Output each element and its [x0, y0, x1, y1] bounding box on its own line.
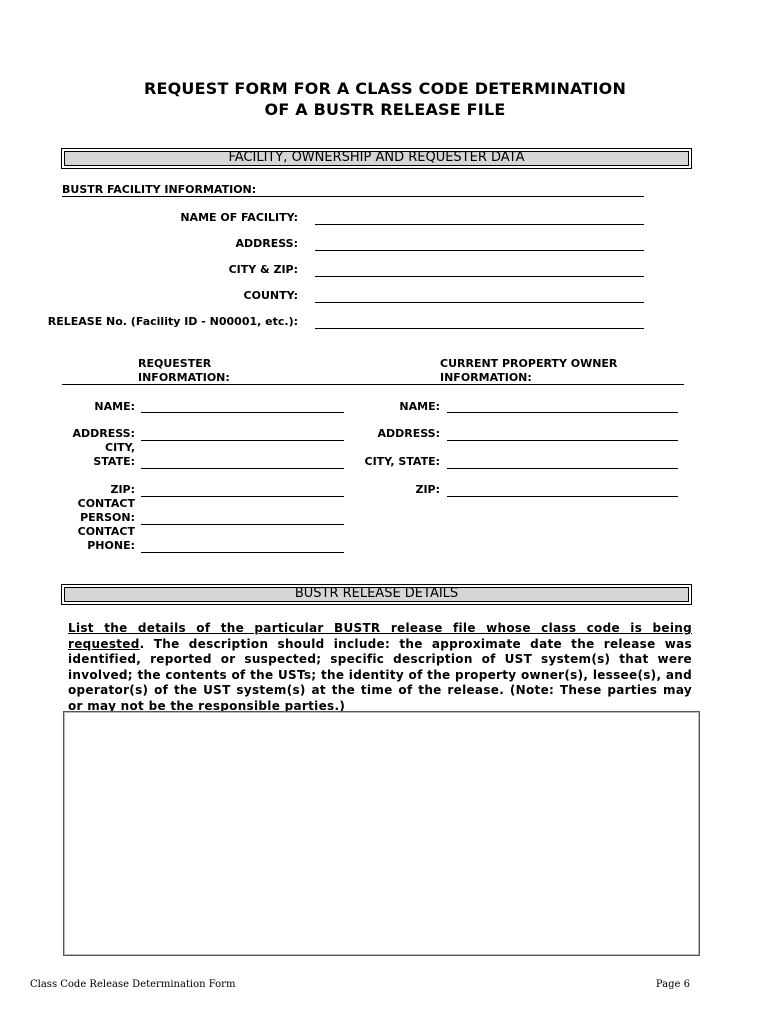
requester-person-label: PERSON:: [80, 511, 135, 524]
facility-name-label: NAME OF FACILITY:: [180, 211, 298, 224]
requester-contact2-label: CONTACT: [77, 525, 135, 538]
section-heading-text: BUSTR RELEASE DETAILS: [294, 586, 459, 601]
instruction-underlined: List the details of the particular BUSTR release file whose class code is being requested: [68, 621, 692, 651]
owner-zip-label: ZIP:: [415, 483, 440, 496]
requester-header-line2: INFORMATION:: [138, 371, 230, 384]
facility-address-field[interactable]: [315, 250, 644, 251]
instruction-rest: . The description should include: the approximate date the release was identified, reported or suspected; specific description of UST system(s) that were involved; the contents of the USTs; the identity of the property owner(s), lessee(s), and operator(s) of the UST system(s) at the time of the release. (Note: These parties may or may not be the responsible parties.): [68, 636, 692, 713]
owner-address-label: ADDRESS:: [377, 427, 440, 440]
facility-name-field[interactable]: [315, 224, 644, 225]
requester-phone-label: PHONE:: [87, 539, 135, 552]
owner-header-line1: CURRENT PROPERTY OWNER: [440, 357, 618, 370]
footer-page-number: Page 6: [655, 979, 690, 990]
release-details-textbox[interactable]: [63, 711, 700, 956]
requester-header: [138, 357, 230, 385]
form-title-line1: REQUEST FORM FOR A CLASS CODE DETERMINATION: [143, 79, 627, 98]
owner-name-field[interactable]: [447, 412, 678, 413]
release-number-field[interactable]: [315, 328, 644, 329]
release-details-instructions: [68, 621, 692, 714]
footer-form-name: Class Code Release Determination Form: [30, 979, 236, 990]
requester-city-label: CITY,: [105, 441, 135, 454]
requester-header-line1: REQUESTER: [138, 357, 212, 370]
owner-name-label: NAME:: [399, 400, 440, 413]
owner-address-field[interactable]: [447, 440, 678, 441]
facility-city-zip-label: CITY & ZIP:: [228, 263, 298, 276]
requester-zip-field[interactable]: [141, 496, 344, 497]
requester-name-field[interactable]: [141, 412, 344, 413]
requester-contact-phone-field[interactable]: [141, 552, 344, 553]
release-number-label: RELEASE No. (Facility ID - N00001, etc.):: [47, 315, 298, 328]
section-header-facility: [61, 148, 692, 169]
facility-info-label: BUSTR FACILITY INFORMATION:: [62, 183, 257, 196]
facility-county-label: COUNTY:: [243, 289, 298, 302]
requester-state-label: STATE:: [93, 455, 135, 468]
owner-header: [440, 357, 617, 385]
facility-info-rule: [62, 196, 644, 197]
requester-contact-person-field[interactable]: [141, 524, 344, 525]
owner-header-line2: INFORMATION:: [440, 371, 532, 384]
requester-address-label: ADDRESS:: [72, 427, 135, 440]
facility-city-zip-field[interactable]: [315, 276, 644, 277]
party-info-rule: [62, 384, 684, 385]
owner-city-state-field[interactable]: [447, 468, 678, 469]
requester-name-label: NAME:: [94, 400, 135, 413]
facility-county-field[interactable]: [315, 302, 644, 303]
requester-zip-label: ZIP:: [110, 483, 135, 496]
facility-address-label: ADDRESS:: [235, 237, 298, 250]
owner-city-state-label: CITY, STATE:: [364, 455, 440, 468]
requester-contact-label: CONTACT: [77, 497, 135, 510]
owner-zip-field[interactable]: [447, 496, 678, 497]
requester-city-state-field[interactable]: [141, 468, 344, 469]
requester-address-field[interactable]: [141, 440, 344, 441]
section-header-release-details: [61, 584, 692, 605]
form-title-line2: OF A BUSTR RELEASE FILE: [264, 100, 506, 119]
section-heading-text: FACILITY, OWNERSHIP AND REQUESTER DATA: [228, 150, 525, 165]
